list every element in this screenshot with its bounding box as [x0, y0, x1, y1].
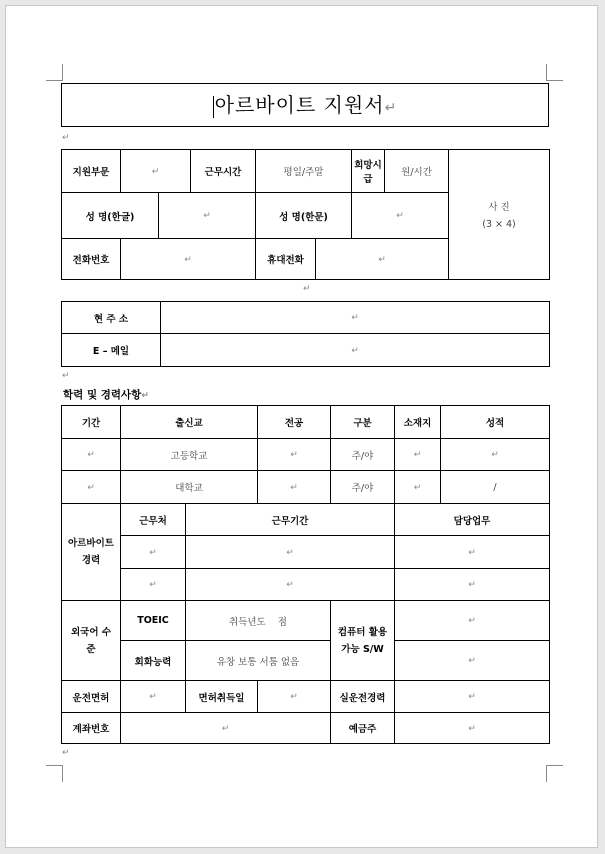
edu-type-cell[interactable]: 주/야 — [331, 439, 395, 471]
paragraph-mark: ↵ — [290, 692, 298, 702]
section-heading-text: 학력 및 경력사항 — [63, 389, 142, 401]
paragraph-mark: ↵ — [468, 580, 476, 590]
edu-header-grade: 성적 — [441, 406, 550, 439]
career-duty-cell[interactable] — [395, 569, 550, 601]
address-label: 현 주 소 — [62, 302, 161, 334]
edu-header-school: 출신교 — [121, 406, 258, 439]
edu-grade-cell[interactable] — [441, 439, 550, 471]
conversation-label: 회화능력 — [121, 641, 186, 681]
career-label: 아르바이트 경력 — [62, 504, 121, 601]
paragraph-mark: ↵ — [221, 723, 230, 734]
career-header-duty: 담당업무 — [395, 504, 550, 536]
table-row — [62, 471, 550, 504]
paragraph-mark: ↵ — [286, 580, 294, 590]
name-hanja-label: 성 명(한문) — [256, 193, 352, 239]
table-row — [62, 569, 550, 601]
language-label: 외국어 수 준 — [62, 601, 121, 681]
paragraph-mark: ↵ — [491, 450, 499, 460]
paragraph-mark: ↵ — [384, 100, 398, 116]
hours-label: 근무시간 — [191, 150, 256, 193]
section-heading — [63, 387, 149, 402]
wage-label: 희망시급 — [352, 150, 385, 193]
career-header-place: 근무처 — [121, 504, 186, 536]
edu-period-cell[interactable] — [62, 439, 121, 471]
wage-field[interactable] — [385, 150, 449, 193]
applicant-info-table — [61, 149, 550, 280]
paragraph-mark: ↵ — [468, 692, 476, 702]
name-kr-field[interactable] — [159, 193, 256, 239]
dept-label: 지원부문 — [62, 150, 121, 193]
paragraph-mark: ↵ — [468, 723, 476, 734]
crop-mark-top-left — [46, 64, 63, 81]
paragraph-mark: ↵ — [351, 313, 359, 323]
holder-label: 예금주 — [331, 713, 395, 744]
edu-header-major: 전공 — [258, 406, 331, 439]
paragraph-mark: ↵ — [62, 371, 70, 381]
name-hanja-field[interactable] — [352, 193, 449, 239]
crop-mark-top-right — [546, 64, 563, 81]
name-kr-label: 성 명(한글) — [62, 193, 159, 239]
computer-field-2[interactable] — [395, 641, 550, 681]
edu-header-location: 소재지 — [395, 406, 441, 439]
contact-table — [61, 301, 550, 367]
table-row — [62, 439, 550, 471]
career-period-cell[interactable] — [186, 569, 395, 601]
document-title-box[interactable] — [61, 83, 549, 127]
mobile-label: 휴대전화 — [256, 239, 316, 280]
crop-mark-bottom-right — [546, 765, 563, 782]
text-cursor — [213, 96, 214, 118]
paragraph-mark: ↵ — [141, 391, 149, 401]
edu-major-cell[interactable] — [258, 471, 331, 504]
hours-value: 평일/주말 — [283, 167, 324, 178]
paragraph-mark: ↵ — [290, 482, 298, 493]
paragraph-mark: ↵ — [413, 450, 422, 460]
edu-grade-cell[interactable]: / — [441, 471, 550, 504]
history-table — [61, 405, 550, 744]
paragraph-mark: ↵ — [149, 580, 157, 590]
edu-header-period: 기간 — [62, 406, 121, 439]
license-date-label: 면허취득일 — [186, 681, 258, 713]
edu-header-type: 구분 — [331, 406, 395, 439]
paragraph-mark: ↵ — [203, 211, 211, 221]
account-label: 계좌번호 — [62, 713, 121, 744]
paragraph-mark: ↵ — [468, 547, 476, 558]
paragraph-mark: ↵ — [290, 450, 298, 460]
address-field[interactable] — [161, 302, 550, 334]
photo-label: 사 진 — [488, 202, 510, 213]
paragraph-mark: ↵ — [396, 211, 404, 221]
table-row — [62, 536, 550, 569]
computer-field-1[interactable] — [395, 601, 550, 641]
paragraph-mark: ↵ — [62, 133, 70, 143]
paragraph-mark: ↵ — [378, 254, 386, 265]
mobile-field[interactable] — [316, 239, 449, 280]
edu-location-cell[interactable] — [395, 439, 441, 471]
edu-school-cell[interactable]: 대학교 — [121, 471, 258, 504]
paragraph-mark: ↵ — [413, 482, 422, 493]
career-place-cell[interactable] — [121, 569, 186, 601]
hours-field[interactable] — [256, 150, 352, 193]
toeic-field[interactable]: 취득년도 점 — [186, 601, 331, 641]
photo-box[interactable] — [449, 150, 550, 280]
paragraph-mark: ↵ — [149, 547, 157, 558]
edu-period-cell[interactable] — [62, 471, 121, 504]
phone-label: 전화번호 — [62, 239, 121, 280]
paragraph-mark: ↵ — [149, 692, 157, 702]
experience-field[interactable] — [395, 681, 550, 713]
career-period-cell[interactable] — [186, 536, 395, 569]
paragraph-mark: ↵ — [87, 482, 95, 493]
dept-field[interactable] — [121, 150, 191, 193]
paragraph-mark: ↵ — [468, 616, 476, 626]
edu-major-cell[interactable] — [258, 439, 331, 471]
paragraph-mark: ↵ — [351, 345, 359, 356]
paragraph-mark: ↵ — [62, 748, 70, 758]
license-label: 운전면허 — [62, 681, 121, 713]
edu-type-cell[interactable]: 주/야 — [331, 471, 395, 504]
paragraph-mark: ↵ — [286, 547, 294, 558]
account-field[interactable] — [121, 713, 331, 744]
career-duty-cell[interactable] — [395, 536, 550, 569]
career-header-period: 근무기간 — [186, 504, 395, 536]
edu-school-cell[interactable]: 고등학교 — [121, 439, 258, 471]
toeic-label: TOEIC — [121, 601, 186, 641]
wage-unit: 원/시간 — [401, 167, 432, 178]
paragraph-mark: ↵ — [468, 656, 476, 666]
license-field[interactable] — [121, 681, 186, 713]
license-date-field[interactable] — [258, 681, 331, 713]
phone-field[interactable] — [121, 239, 256, 280]
paragraph-mark: ↵ — [303, 284, 311, 294]
paragraph-mark: ↵ — [87, 450, 95, 460]
paragraph-mark: ↵ — [184, 254, 192, 265]
computer-label: 컴퓨터 활용가능 S/W — [331, 601, 395, 681]
document-title: 아르바이트 지원서 — [214, 93, 385, 117]
holder-field[interactable] — [395, 713, 550, 744]
crop-mark-bottom-left — [46, 765, 63, 782]
experience-label: 실운전경력 — [331, 681, 395, 713]
photo-size: (3 × 4) — [482, 219, 516, 230]
conversation-field[interactable]: 유창 보통 서툼 없음 — [186, 641, 331, 681]
paragraph-mark: ↵ — [151, 166, 160, 177]
email-label: E – 메일 — [62, 334, 161, 367]
email-field[interactable] — [161, 334, 550, 367]
edu-location-cell[interactable] — [395, 471, 441, 504]
career-place-cell[interactable] — [121, 536, 186, 569]
